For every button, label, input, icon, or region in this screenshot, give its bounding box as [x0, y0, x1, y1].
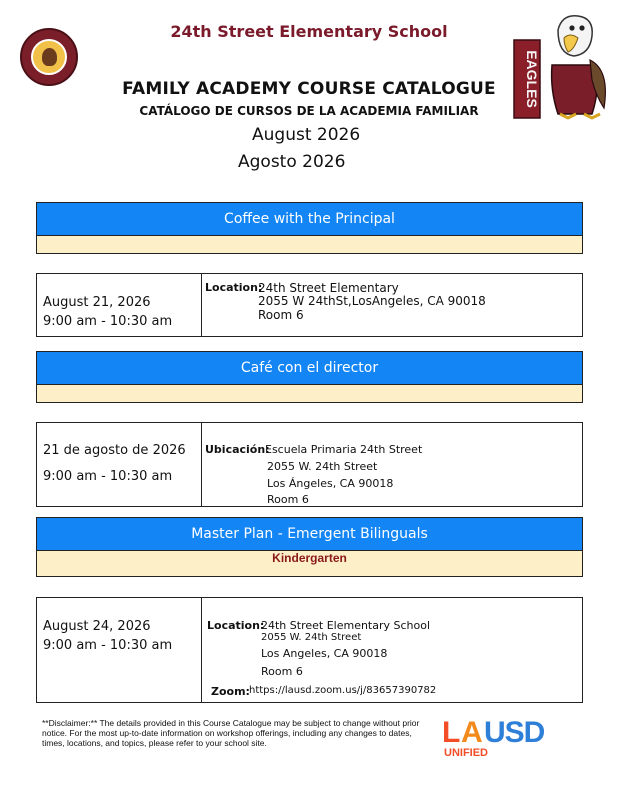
event-box-master-plan — [36, 597, 583, 703]
event-date: 21 de agosto de 2026 — [43, 443, 186, 458]
location-line-1: 24th Street Elementary — [258, 281, 399, 295]
location-line-1: 24th Street Elementary School — [261, 619, 431, 632]
disclaimer: **Disclaimer:** The details provided in this Course Catalogue may be subject to change without prior notice. For the most up-to-date information on workshop offerings, including any changes to dates, times, locations, and topics, please refer to your school site. — [42, 718, 420, 748]
section-header-master-plan: Master Plan - Emergent Bilinguals — [36, 517, 583, 551]
event-date: August 24, 2026 — [43, 619, 151, 634]
lausd-logo-l: L — [442, 716, 460, 749]
location-line-2: 2055 W. 24th Street — [267, 460, 378, 473]
lausd-logo-usd: USD — [484, 716, 545, 749]
event-time: 9:00 am - 10:30 am — [43, 469, 173, 484]
event-time: 9:00 am - 10:30 am — [43, 314, 173, 329]
location-line-4: Room 6 — [267, 493, 309, 506]
section-band-coffee-es — [36, 385, 583, 403]
location-line-4: Room 6 — [261, 665, 303, 678]
event-box-coffee-en — [36, 273, 583, 337]
location-line-3: Los Ángeles, CA 90018 — [267, 477, 394, 490]
zoom-link[interactable]: https://lausd.zoom.us/j/83657390782 — [249, 685, 437, 696]
mascot-banner-text: EAGLES — [524, 50, 540, 108]
month-en: August 2026 — [252, 125, 361, 145]
section-header-coffee-es: Café con el director — [36, 351, 583, 385]
lausd-logo-unified: UNIFIED — [444, 747, 488, 759]
zoom-label: Zoom: — [211, 685, 250, 698]
lausd-logo-a: A — [461, 716, 482, 749]
location-line-2: 2055 W. 24th Street — [261, 632, 362, 643]
catalogue-title-en: FAMILY ACADEMY COURSE CATALOGUE — [122, 79, 496, 99]
catalogue-title-es: CATÁLOGO DE CURSOS DE LA ACADEMIA FAMILIAR — [139, 104, 479, 118]
location-label: Location: — [207, 619, 265, 632]
section-header-coffee-en: Coffee with the Principal — [36, 202, 583, 236]
event-box-coffee-es — [36, 422, 583, 507]
location-line-3: Room 6 — [258, 308, 304, 322]
section-band-coffee-en — [36, 236, 583, 254]
event-date: August 21, 2026 — [43, 295, 151, 310]
school-name: 24th Street Elementary School — [170, 22, 448, 41]
location-label: Ubicación: — [205, 443, 270, 456]
location-line-3: Los Angeles, CA 90018 — [261, 647, 388, 660]
location-line-2: 2055 W 24thSt,LosAngeles, CA 90018 — [258, 294, 486, 308]
event-time: 9:00 am - 10:30 am — [43, 638, 173, 653]
month-es: Agosto 2026 — [238, 152, 346, 172]
lausd-logo-icon — [442, 716, 582, 764]
location-line-1: Escuela Primaria 24th Street — [265, 443, 423, 456]
section-subtitle-kindergarten: Kindergarten — [36, 551, 583, 577]
location-label: Location: — [205, 281, 263, 294]
